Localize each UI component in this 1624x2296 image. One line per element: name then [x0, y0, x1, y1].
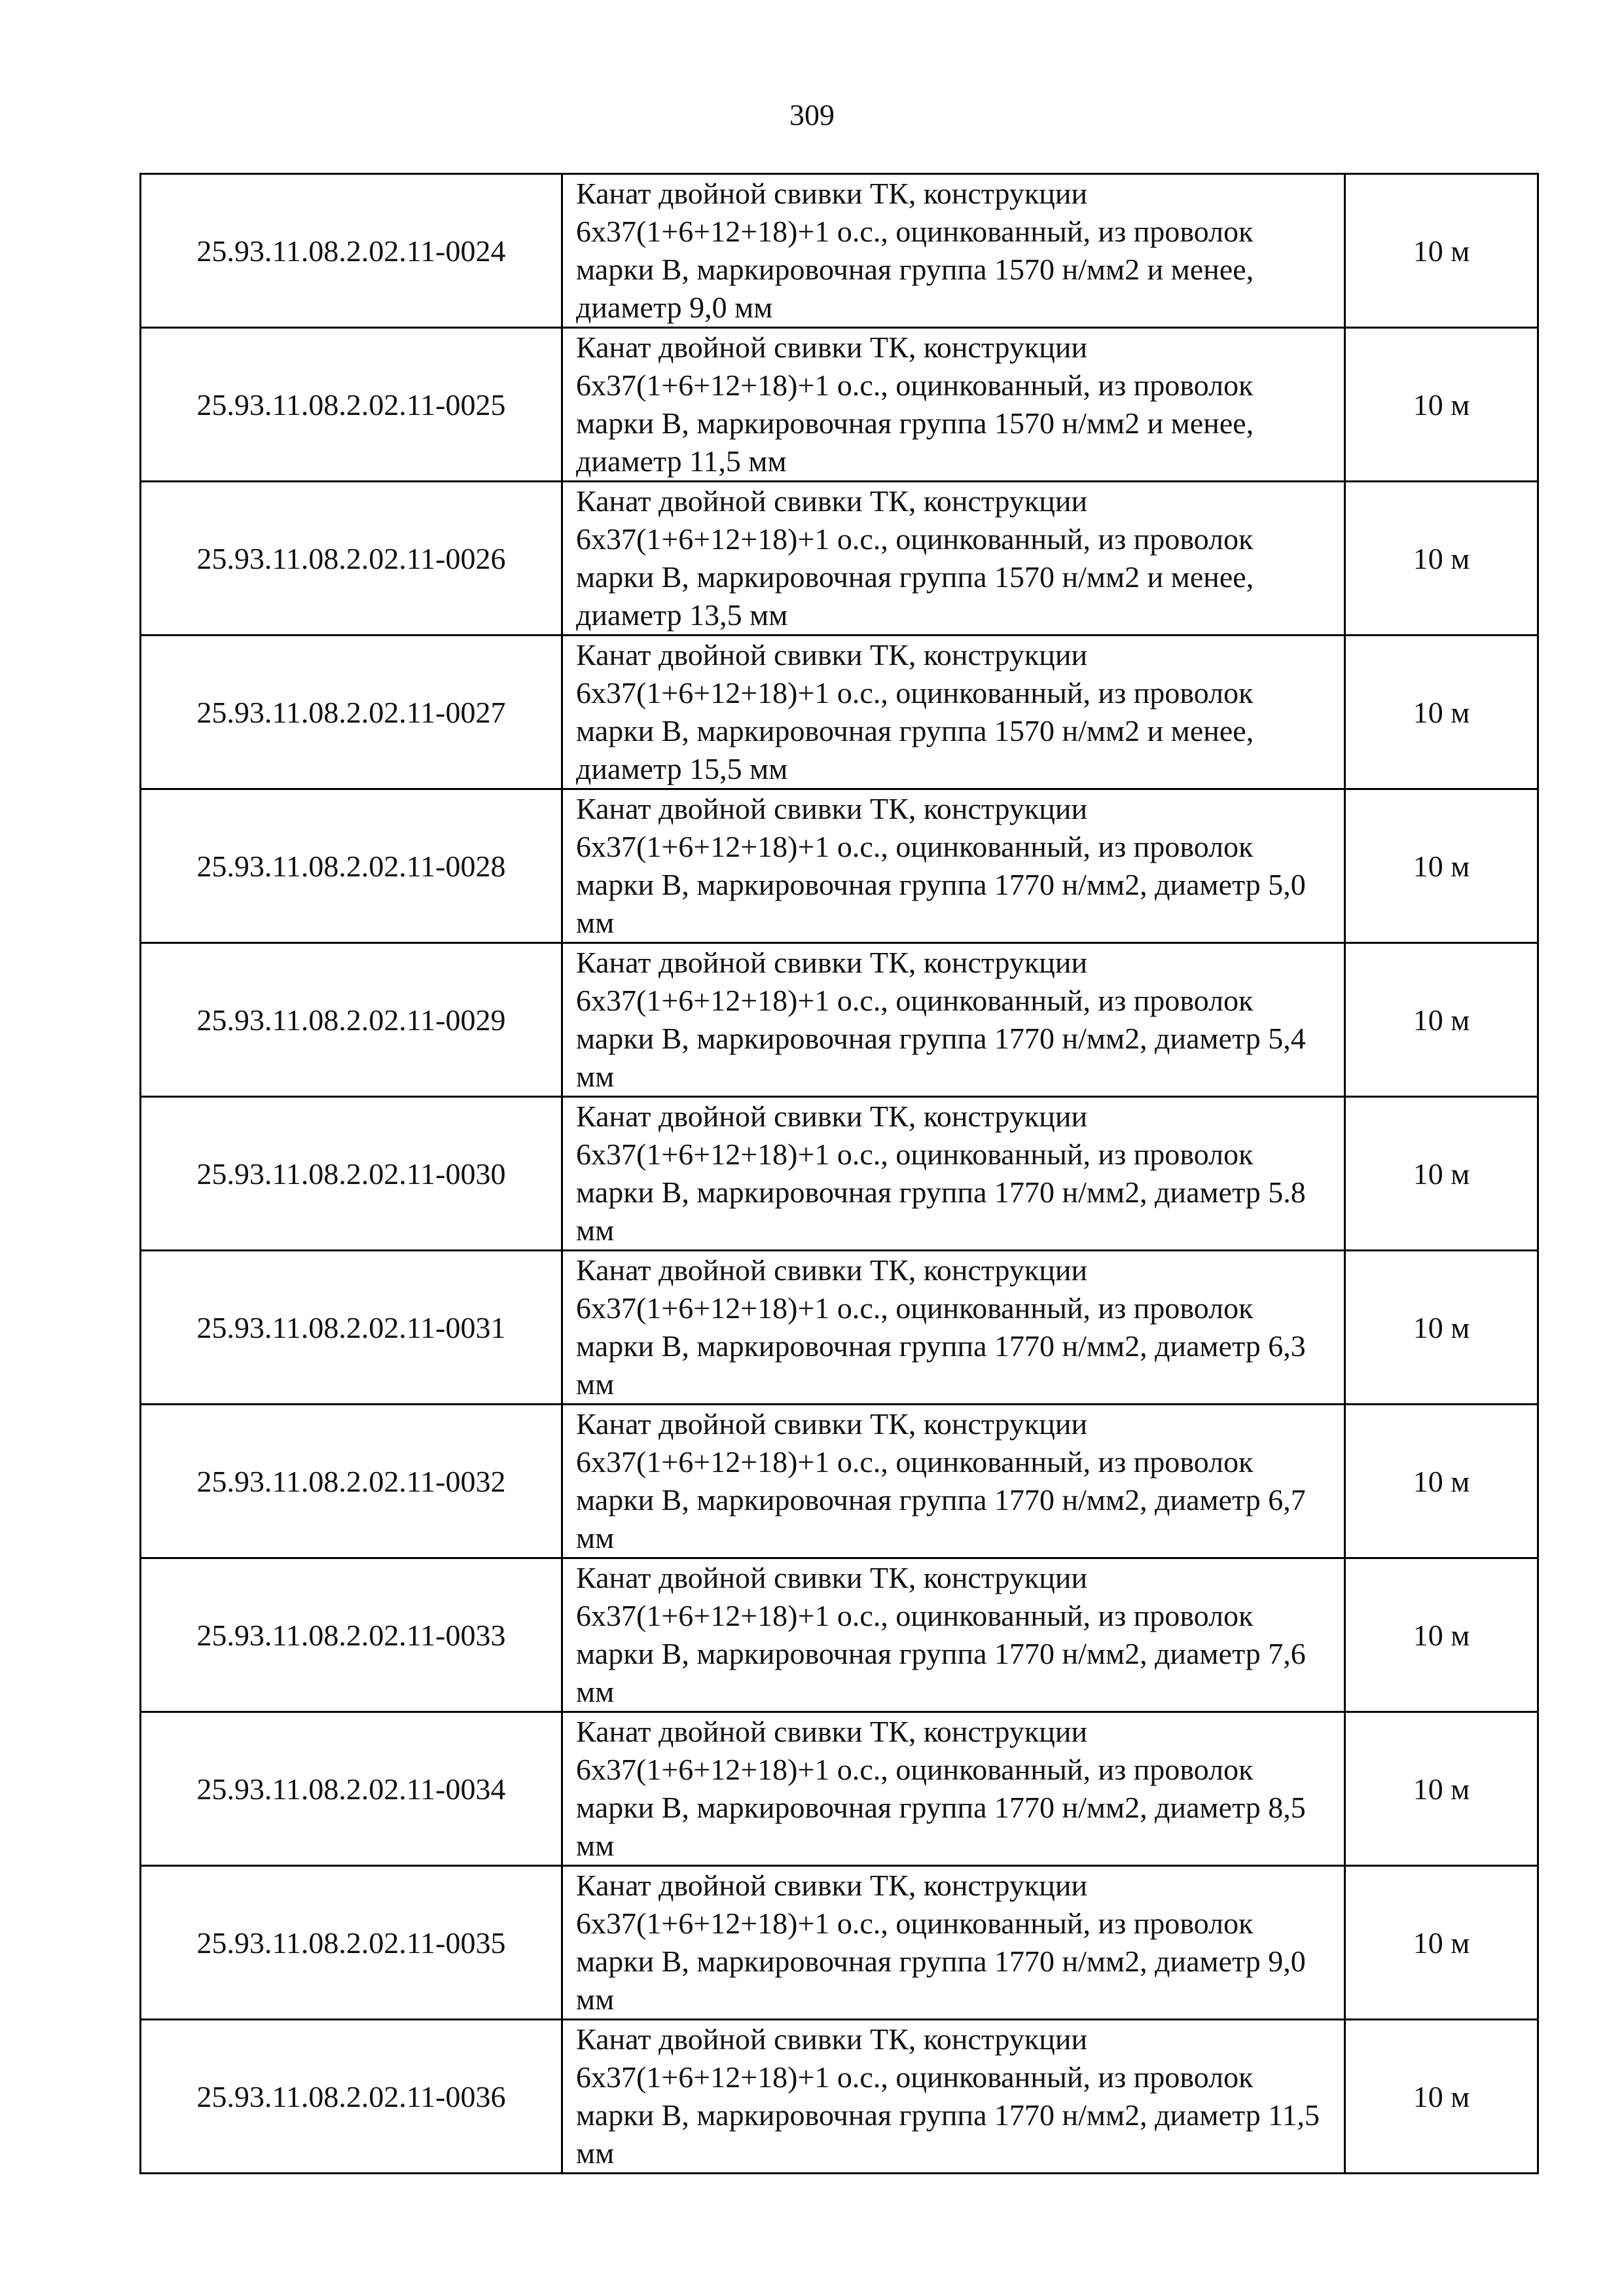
item-unit: 10 м [1345, 174, 1538, 328]
item-unit: 10 м [1345, 328, 1538, 482]
item-unit: 10 м [1345, 2020, 1538, 2174]
item-description: Канат двойной свивки ТК, конструкции 6х37(1+6+12+18)+1 о.с., оцинкованный, из проволок марки В, маркировочная группа 1570 н/мм2 и менее, диаметр 11,5 мм [562, 328, 1345, 482]
table-row [141, 1405, 1538, 1558]
item-unit: 10 м [1345, 789, 1538, 943]
table-row [141, 328, 1538, 482]
item-code: 25.93.11.08.2.02.11-0031 [141, 1251, 562, 1405]
item-description: Канат двойной свивки ТК, конструкции 6х37(1+6+12+18)+1 о.с., оцинкованный, из проволок марки В, маркировочная группа 1770 н/мм2, диаметр 7,6 мм [562, 1558, 1345, 1712]
item-code: 25.93.11.08.2.02.11-0025 [141, 328, 562, 482]
item-unit: 10 м [1345, 482, 1538, 636]
table-row [141, 1251, 1538, 1405]
item-unit: 10 м [1345, 1558, 1538, 1712]
item-description: Канат двойной свивки ТК, конструкции 6х37(1+6+12+18)+1 о.с., оцинкованный, из проволок марки В, маркировочная группа 1770 н/мм2, диаметр 6,3 мм [562, 1251, 1345, 1405]
item-description: Канат двойной свивки ТК, конструкции 6х37(1+6+12+18)+1 о.с., оцинкованный, из проволок марки В, маркировочная группа 1570 н/мм2 и менее, диаметр 9,0 мм [562, 174, 1345, 328]
item-description: Канат двойной свивки ТК, конструкции 6х37(1+6+12+18)+1 о.с., оцинкованный, из проволок марки В, маркировочная группа 1570 н/мм2 и менее, диаметр 15,5 мм [562, 636, 1345, 789]
table-row [141, 482, 1538, 636]
item-code: 25.93.11.08.2.02.11-0034 [141, 1712, 562, 1866]
item-code: 25.93.11.08.2.02.11-0036 [141, 2020, 562, 2174]
item-code: 25.93.11.08.2.02.11-0029 [141, 943, 562, 1097]
item-description: Канат двойной свивки ТК, конструкции 6х37(1+6+12+18)+1 о.с., оцинкованный, из проволок марки В, маркировочная группа 1770 н/мм2, диаметр 8,5 мм [562, 1712, 1345, 1866]
table-row [141, 1866, 1538, 2020]
item-description: Канат двойной свивки ТК, конструкции 6х37(1+6+12+18)+1 о.с., оцинкованный, из проволок марки В, маркировочная группа 1570 н/мм2 и менее, диаметр 13,5 мм [562, 482, 1345, 636]
table-row [141, 2020, 1538, 2174]
item-description: Канат двойной свивки ТК, конструкции 6х37(1+6+12+18)+1 о.с., оцинкованный, из проволок марки В, маркировочная группа 1770 н/мм2, диаметр 5.8 мм [562, 1097, 1345, 1251]
item-unit: 10 м [1345, 1097, 1538, 1251]
item-unit: 10 м [1345, 943, 1538, 1097]
item-description: Канат двойной свивки ТК, конструкции 6х37(1+6+12+18)+1 о.с., оцинкованный, из проволок марки В, маркировочная группа 1770 н/мм2, диаметр 5,4 мм [562, 943, 1345, 1097]
item-code: 25.93.11.08.2.02.11-0024 [141, 174, 562, 328]
item-unit: 10 м [1345, 1251, 1538, 1405]
item-description: Канат двойной свивки ТК, конструкции 6х37(1+6+12+18)+1 о.с., оцинкованный, из проволок марки В, маркировочная группа 1770 н/мм2, диаметр 9,0 мм [562, 1866, 1345, 2020]
item-code: 25.93.11.08.2.02.11-0028 [141, 789, 562, 943]
page-number: 309 [789, 98, 835, 132]
table-row [141, 636, 1538, 789]
item-code: 25.93.11.08.2.02.11-0027 [141, 636, 562, 789]
table-row [141, 174, 1538, 328]
item-unit: 10 м [1345, 636, 1538, 789]
item-code: 25.93.11.08.2.02.11-0035 [141, 1866, 562, 2020]
materials-table [139, 173, 1539, 2174]
item-description: Канат двойной свивки ТК, конструкции 6х37(1+6+12+18)+1 о.с., оцинкованный, из проволок марки В, маркировочная группа 1770 н/мм2, диаметр 5,0 мм [562, 789, 1345, 943]
item-unit: 10 м [1345, 1712, 1538, 1866]
item-code: 25.93.11.08.2.02.11-0033 [141, 1558, 562, 1712]
item-code: 25.93.11.08.2.02.11-0026 [141, 482, 562, 636]
item-code: 25.93.11.08.2.02.11-0032 [141, 1405, 562, 1558]
table-row [141, 1712, 1538, 1866]
item-unit: 10 м [1345, 1866, 1538, 2020]
item-unit: 10 м [1345, 1405, 1538, 1558]
table-row [141, 1097, 1538, 1251]
table-row [141, 1558, 1538, 1712]
item-code: 25.93.11.08.2.02.11-0030 [141, 1097, 562, 1251]
table-row [141, 789, 1538, 943]
item-description: Канат двойной свивки ТК, конструкции 6х37(1+6+12+18)+1 о.с., оцинкованный, из проволок марки В, маркировочная группа 1770 н/мм2, диаметр 6,7 мм [562, 1405, 1345, 1558]
item-description: Канат двойной свивки ТК, конструкции 6х37(1+6+12+18)+1 о.с., оцинкованный, из проволок марки В, маркировочная группа 1770 н/мм2, диаметр 11,5 мм [562, 2020, 1345, 2174]
table-row [141, 943, 1538, 1097]
